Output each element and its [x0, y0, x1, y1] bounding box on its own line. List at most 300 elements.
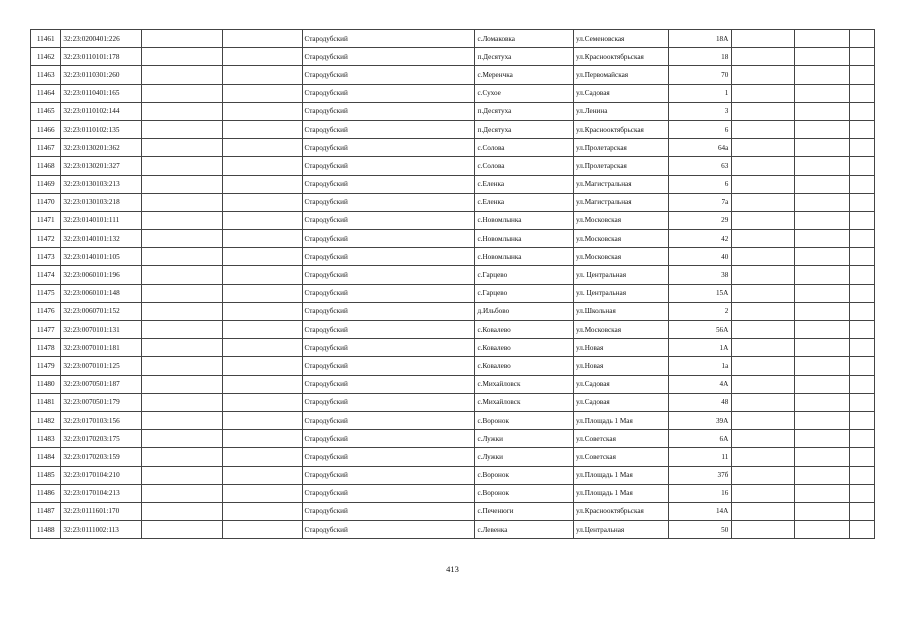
locality-cell: с.Еленка — [475, 193, 574, 211]
empty-cell — [795, 30, 850, 48]
empty-cell — [222, 393, 302, 411]
empty-cell — [142, 30, 223, 48]
street-cell: ул.Красноoктябрьская — [574, 502, 669, 520]
locality-cell: с.Лужки — [475, 448, 574, 466]
row-number-cell: 11474 — [31, 266, 61, 284]
street-cell: ул.Новая — [574, 357, 669, 375]
empty-cell — [795, 411, 850, 429]
empty-cell — [795, 211, 850, 229]
cadastral-number-cell: 32:23:0170103:156 — [61, 411, 142, 429]
empty-cell — [142, 411, 223, 429]
table-row — [31, 48, 875, 66]
row-number-cell: 11487 — [31, 502, 61, 520]
empty-cell — [849, 30, 874, 48]
empty-cell — [142, 248, 223, 266]
row-number-cell: 11465 — [31, 102, 61, 120]
empty-cell — [732, 66, 795, 84]
empty-cell — [732, 357, 795, 375]
district-cell: Стародубский — [302, 102, 475, 120]
empty-cell — [222, 302, 302, 320]
table-row — [31, 502, 875, 520]
row-number-cell: 11466 — [31, 120, 61, 138]
district-cell: Стародубский — [302, 302, 475, 320]
house-number-cell: 18А — [669, 30, 732, 48]
house-number-cell: 6А — [669, 430, 732, 448]
house-number-cell: 48 — [669, 393, 732, 411]
street-cell: ул. Центральная — [574, 284, 669, 302]
empty-cell — [849, 120, 874, 138]
table-row — [31, 175, 875, 193]
house-number-cell: 1 — [669, 84, 732, 102]
empty-cell — [142, 157, 223, 175]
empty-cell — [142, 302, 223, 320]
locality-cell: п.Десятуха — [475, 48, 574, 66]
empty-cell — [795, 248, 850, 266]
empty-cell — [142, 466, 223, 484]
locality-cell: с.Ломаковка — [475, 30, 574, 48]
cadastral-number-cell: 32:23:0070101:131 — [61, 321, 142, 339]
locality-cell: с.Гарцево — [475, 284, 574, 302]
district-cell: Стародубский — [302, 266, 475, 284]
table-row — [31, 84, 875, 102]
empty-cell — [222, 448, 302, 466]
empty-cell — [222, 321, 302, 339]
empty-cell — [222, 175, 302, 193]
street-cell: ул.Пролетарская — [574, 157, 669, 175]
house-number-cell: 50 — [669, 521, 732, 539]
locality-cell: с.Михайловск — [475, 393, 574, 411]
district-cell: Стародубский — [302, 157, 475, 175]
street-cell: ул.Московская — [574, 230, 669, 248]
district-cell: Стародубский — [302, 393, 475, 411]
district-cell: Стародубский — [302, 193, 475, 211]
empty-cell — [732, 193, 795, 211]
district-cell: Стародубский — [302, 430, 475, 448]
empty-cell — [732, 84, 795, 102]
empty-cell — [222, 102, 302, 120]
table-row — [31, 66, 875, 84]
empty-cell — [795, 66, 850, 84]
row-number-cell: 11478 — [31, 339, 61, 357]
table-row — [31, 339, 875, 357]
district-cell: Стародубский — [302, 248, 475, 266]
row-number-cell: 11482 — [31, 411, 61, 429]
cadastral-number-cell: 32:23:0130201:327 — [61, 157, 142, 175]
cadastral-number-cell: 32:23:0070101:181 — [61, 339, 142, 357]
empty-cell — [142, 175, 223, 193]
table-row — [31, 448, 875, 466]
street-cell: ул.Садовая — [574, 393, 669, 411]
empty-cell — [222, 66, 302, 84]
district-cell: Стародубский — [302, 321, 475, 339]
street-cell: ул.Пролетарская — [574, 139, 669, 157]
table-row — [31, 120, 875, 138]
row-number-cell: 11467 — [31, 139, 61, 157]
empty-cell — [732, 284, 795, 302]
street-cell: ул.Красноoктябрьская — [574, 120, 669, 138]
empty-cell — [222, 139, 302, 157]
street-cell: ул.Центральная — [574, 521, 669, 539]
cadastral-number-cell: 32:23:0070501:179 — [61, 393, 142, 411]
empty-cell — [222, 157, 302, 175]
row-number-cell: 11473 — [31, 248, 61, 266]
district-cell: Стародубский — [302, 120, 475, 138]
house-number-cell: 38 — [669, 266, 732, 284]
street-cell: ул.Магистральная — [574, 175, 669, 193]
cadastral-number-cell: 32:23:0060101:148 — [61, 284, 142, 302]
empty-cell — [849, 321, 874, 339]
row-number-cell: 11469 — [31, 175, 61, 193]
empty-cell — [849, 66, 874, 84]
empty-cell — [795, 84, 850, 102]
empty-cell — [849, 48, 874, 66]
cadastral-number-cell: 32:23:0170104:210 — [61, 466, 142, 484]
house-number-cell: 42 — [669, 230, 732, 248]
cadastral-number-cell: 32:23:0070101:125 — [61, 357, 142, 375]
empty-cell — [222, 30, 302, 48]
empty-cell — [142, 321, 223, 339]
cadastral-number-cell: 32:23:0110301:260 — [61, 66, 142, 84]
locality-cell: с.Солова — [475, 157, 574, 175]
cadastral-number-cell: 32:23:0111002:113 — [61, 521, 142, 539]
registry-table — [30, 29, 875, 539]
empty-cell — [142, 484, 223, 502]
empty-cell — [222, 193, 302, 211]
street-cell: ул.Московская — [574, 321, 669, 339]
district-cell: Стародубский — [302, 357, 475, 375]
locality-cell: с.Воронок — [475, 411, 574, 429]
street-cell: ул.Новая — [574, 339, 669, 357]
district-cell: Стародубский — [302, 175, 475, 193]
street-cell: ул.Садовая — [574, 84, 669, 102]
empty-cell — [732, 411, 795, 429]
empty-cell — [795, 175, 850, 193]
street-cell: ул.Площадь 1 Мая — [574, 466, 669, 484]
table-row — [31, 466, 875, 484]
empty-cell — [142, 193, 223, 211]
house-number-cell: 18 — [669, 48, 732, 66]
row-number-cell: 11470 — [31, 193, 61, 211]
empty-cell — [795, 393, 850, 411]
empty-cell — [849, 411, 874, 429]
empty-cell — [142, 211, 223, 229]
locality-cell: с.Воронок — [475, 466, 574, 484]
table-row — [31, 393, 875, 411]
district-cell: Стародубский — [302, 339, 475, 357]
empty-cell — [142, 357, 223, 375]
table-row — [31, 102, 875, 120]
table-row — [31, 248, 875, 266]
table-row — [31, 230, 875, 248]
house-number-cell: 6 — [669, 175, 732, 193]
district-cell: Стародубский — [302, 411, 475, 429]
empty-cell — [795, 266, 850, 284]
street-cell: ул.Площадь 1 Мая — [574, 484, 669, 502]
row-number-cell: 11461 — [31, 30, 61, 48]
table-row — [31, 484, 875, 502]
table-row — [31, 430, 875, 448]
empty-cell — [732, 339, 795, 357]
house-number-cell: 70 — [669, 66, 732, 84]
house-number-cell: 7а — [669, 193, 732, 211]
row-number-cell: 11472 — [31, 230, 61, 248]
empty-cell — [732, 321, 795, 339]
empty-cell — [222, 411, 302, 429]
empty-cell — [795, 193, 850, 211]
row-number-cell: 11484 — [31, 448, 61, 466]
cadastral-number-cell: 32:23:0170203:159 — [61, 448, 142, 466]
house-number-cell: 6 — [669, 120, 732, 138]
street-cell: ул.Первомайская — [574, 66, 669, 84]
empty-cell — [732, 230, 795, 248]
cadastral-number-cell: 32:23:0110102:144 — [61, 102, 142, 120]
empty-cell — [222, 84, 302, 102]
empty-cell — [732, 448, 795, 466]
empty-cell — [732, 120, 795, 138]
locality-cell: с.Солова — [475, 139, 574, 157]
empty-cell — [222, 48, 302, 66]
empty-cell — [849, 193, 874, 211]
locality-cell: с.Меренчка — [475, 66, 574, 84]
cadastral-number-cell: 32:23:0200401:226 — [61, 30, 142, 48]
district-cell: Стародубский — [302, 66, 475, 84]
empty-cell — [849, 339, 874, 357]
empty-cell — [732, 484, 795, 502]
street-cell: ул. Центральная — [574, 266, 669, 284]
locality-cell: с.Воронок — [475, 484, 574, 502]
house-number-cell: 1А — [669, 339, 732, 357]
empty-cell — [222, 375, 302, 393]
locality-cell: с.Михайловск — [475, 375, 574, 393]
empty-cell — [142, 120, 223, 138]
row-number-cell: 11486 — [31, 484, 61, 502]
table-row — [31, 302, 875, 320]
empty-cell — [732, 393, 795, 411]
district-cell: Стародубский — [302, 139, 475, 157]
empty-cell — [849, 102, 874, 120]
street-cell: ул.Школьная — [574, 302, 669, 320]
street-cell: ул.Красноoктябрьская — [574, 48, 669, 66]
table-row — [31, 411, 875, 429]
row-number-cell: 11485 — [31, 466, 61, 484]
empty-cell — [795, 120, 850, 138]
cadastral-number-cell: 32:23:0110102:135 — [61, 120, 142, 138]
empty-cell — [795, 466, 850, 484]
row-number-cell: 11462 — [31, 48, 61, 66]
locality-cell: с.Ковалево — [475, 339, 574, 357]
table-row — [31, 139, 875, 157]
empty-cell — [732, 30, 795, 48]
street-cell: ул.Садовая — [574, 375, 669, 393]
table-row — [31, 157, 875, 175]
house-number-cell: 40 — [669, 248, 732, 266]
cadastral-number-cell: 32:23:0130201:362 — [61, 139, 142, 157]
cadastral-number-cell: 32:23:0140101:105 — [61, 248, 142, 266]
empty-cell — [142, 430, 223, 448]
street-cell: ул.Семеновская — [574, 30, 669, 48]
empty-cell — [795, 230, 850, 248]
locality-cell: с.Ковалево — [475, 357, 574, 375]
table-row — [31, 211, 875, 229]
district-cell: Стародубский — [302, 230, 475, 248]
row-number-cell: 11471 — [31, 211, 61, 229]
empty-cell — [849, 430, 874, 448]
district-cell: Стародубский — [302, 521, 475, 539]
district-cell: Стародубский — [302, 484, 475, 502]
district-cell: Стародубский — [302, 448, 475, 466]
district-cell: Стародубский — [302, 30, 475, 48]
cadastral-number-cell: 32:23:0130103:218 — [61, 193, 142, 211]
empty-cell — [795, 375, 850, 393]
house-number-cell: 3 — [669, 102, 732, 120]
empty-cell — [795, 48, 850, 66]
cadastral-number-cell: 32:23:0070501:187 — [61, 375, 142, 393]
street-cell: ул.Площадь 1 Мая — [574, 411, 669, 429]
empty-cell — [222, 120, 302, 138]
street-cell: ул.Московская — [574, 211, 669, 229]
empty-cell — [142, 502, 223, 520]
locality-cell: с.Новомлынка — [475, 211, 574, 229]
empty-cell — [222, 284, 302, 302]
empty-cell — [849, 266, 874, 284]
row-number-cell: 11483 — [31, 430, 61, 448]
empty-cell — [732, 157, 795, 175]
empty-cell — [795, 502, 850, 520]
empty-cell — [849, 157, 874, 175]
empty-cell — [732, 430, 795, 448]
empty-cell — [849, 393, 874, 411]
district-cell: Стародубский — [302, 84, 475, 102]
empty-cell — [849, 502, 874, 520]
empty-cell — [732, 375, 795, 393]
row-number-cell: 11477 — [31, 321, 61, 339]
row-number-cell: 11463 — [31, 66, 61, 84]
row-number-cell: 11468 — [31, 157, 61, 175]
registry-body — [31, 30, 875, 539]
empty-cell — [142, 139, 223, 157]
empty-cell — [849, 521, 874, 539]
house-number-cell: 29 — [669, 211, 732, 229]
empty-cell — [795, 448, 850, 466]
district-cell: Стародубский — [302, 466, 475, 484]
empty-cell — [222, 430, 302, 448]
street-cell: ул.Советская — [574, 430, 669, 448]
cadastral-number-cell: 32:23:0140101:111 — [61, 211, 142, 229]
empty-cell — [222, 230, 302, 248]
cadastral-number-cell: 32:23:0060701:152 — [61, 302, 142, 320]
table-row — [31, 30, 875, 48]
table-row — [31, 357, 875, 375]
empty-cell — [795, 339, 850, 357]
row-number-cell: 11480 — [31, 375, 61, 393]
house-number-cell: 56А — [669, 321, 732, 339]
house-number-cell: 2 — [669, 302, 732, 320]
locality-cell: с.Лужки — [475, 430, 574, 448]
cadastral-number-cell: 32:23:0170203:175 — [61, 430, 142, 448]
district-cell: Стародубский — [302, 48, 475, 66]
cadastral-number-cell: 32:23:0170104:213 — [61, 484, 142, 502]
empty-cell — [732, 302, 795, 320]
locality-cell: с.Новомлынка — [475, 248, 574, 266]
table-row — [31, 375, 875, 393]
empty-cell — [142, 393, 223, 411]
empty-cell — [222, 466, 302, 484]
locality-cell: с.Гарцево — [475, 266, 574, 284]
empty-cell — [732, 248, 795, 266]
empty-cell — [142, 339, 223, 357]
row-number-cell: 11479 — [31, 357, 61, 375]
empty-cell — [849, 211, 874, 229]
empty-cell — [142, 48, 223, 66]
locality-cell: с.Левенка — [475, 521, 574, 539]
table-row — [31, 321, 875, 339]
street-cell: ул.Советская — [574, 448, 669, 466]
empty-cell — [795, 302, 850, 320]
row-number-cell: 11476 — [31, 302, 61, 320]
empty-cell — [795, 484, 850, 502]
cadastral-number-cell: 32:23:0110401:165 — [61, 84, 142, 102]
cadastral-number-cell: 32:23:0130103:213 — [61, 175, 142, 193]
empty-cell — [849, 284, 874, 302]
empty-cell — [142, 84, 223, 102]
empty-cell — [732, 102, 795, 120]
empty-cell — [222, 248, 302, 266]
empty-cell — [795, 157, 850, 175]
house-number-cell: 14А — [669, 502, 732, 520]
district-cell: Стародубский — [302, 502, 475, 520]
house-number-cell: 16 — [669, 484, 732, 502]
empty-cell — [222, 502, 302, 520]
empty-cell — [142, 284, 223, 302]
empty-cell — [142, 230, 223, 248]
cadastral-number-cell: 32:23:0111601:170 — [61, 502, 142, 520]
table-row — [31, 284, 875, 302]
table-row — [31, 193, 875, 211]
locality-cell: с.Новомлынка — [475, 230, 574, 248]
empty-cell — [732, 211, 795, 229]
empty-cell — [849, 466, 874, 484]
empty-cell — [222, 339, 302, 357]
empty-cell — [222, 266, 302, 284]
empty-cell — [142, 102, 223, 120]
empty-cell — [222, 357, 302, 375]
cadastral-number-cell: 32:23:0140101:132 — [61, 230, 142, 248]
row-number-cell: 11464 — [31, 84, 61, 102]
empty-cell — [732, 466, 795, 484]
locality-cell: п.Десятуха — [475, 120, 574, 138]
street-cell: ул.Магистральная — [574, 193, 669, 211]
district-cell: Стародубский — [302, 211, 475, 229]
house-number-cell: 63 — [669, 157, 732, 175]
empty-cell — [732, 521, 795, 539]
empty-cell — [222, 484, 302, 502]
locality-cell: д.Ильбово — [475, 302, 574, 320]
page-number: 413 — [446, 564, 459, 574]
locality-cell: с.Печенюги — [475, 502, 574, 520]
empty-cell — [849, 448, 874, 466]
locality-cell: с.Ковалево — [475, 321, 574, 339]
locality-cell: с.Еленка — [475, 175, 574, 193]
empty-cell — [849, 175, 874, 193]
locality-cell: с.Сухое — [475, 84, 574, 102]
empty-cell — [732, 139, 795, 157]
empty-cell — [849, 230, 874, 248]
house-number-cell: 39А — [669, 411, 732, 429]
house-number-cell: 64а — [669, 139, 732, 157]
row-number-cell: 11475 — [31, 284, 61, 302]
house-number-cell: 1а — [669, 357, 732, 375]
house-number-cell: 11 — [669, 448, 732, 466]
